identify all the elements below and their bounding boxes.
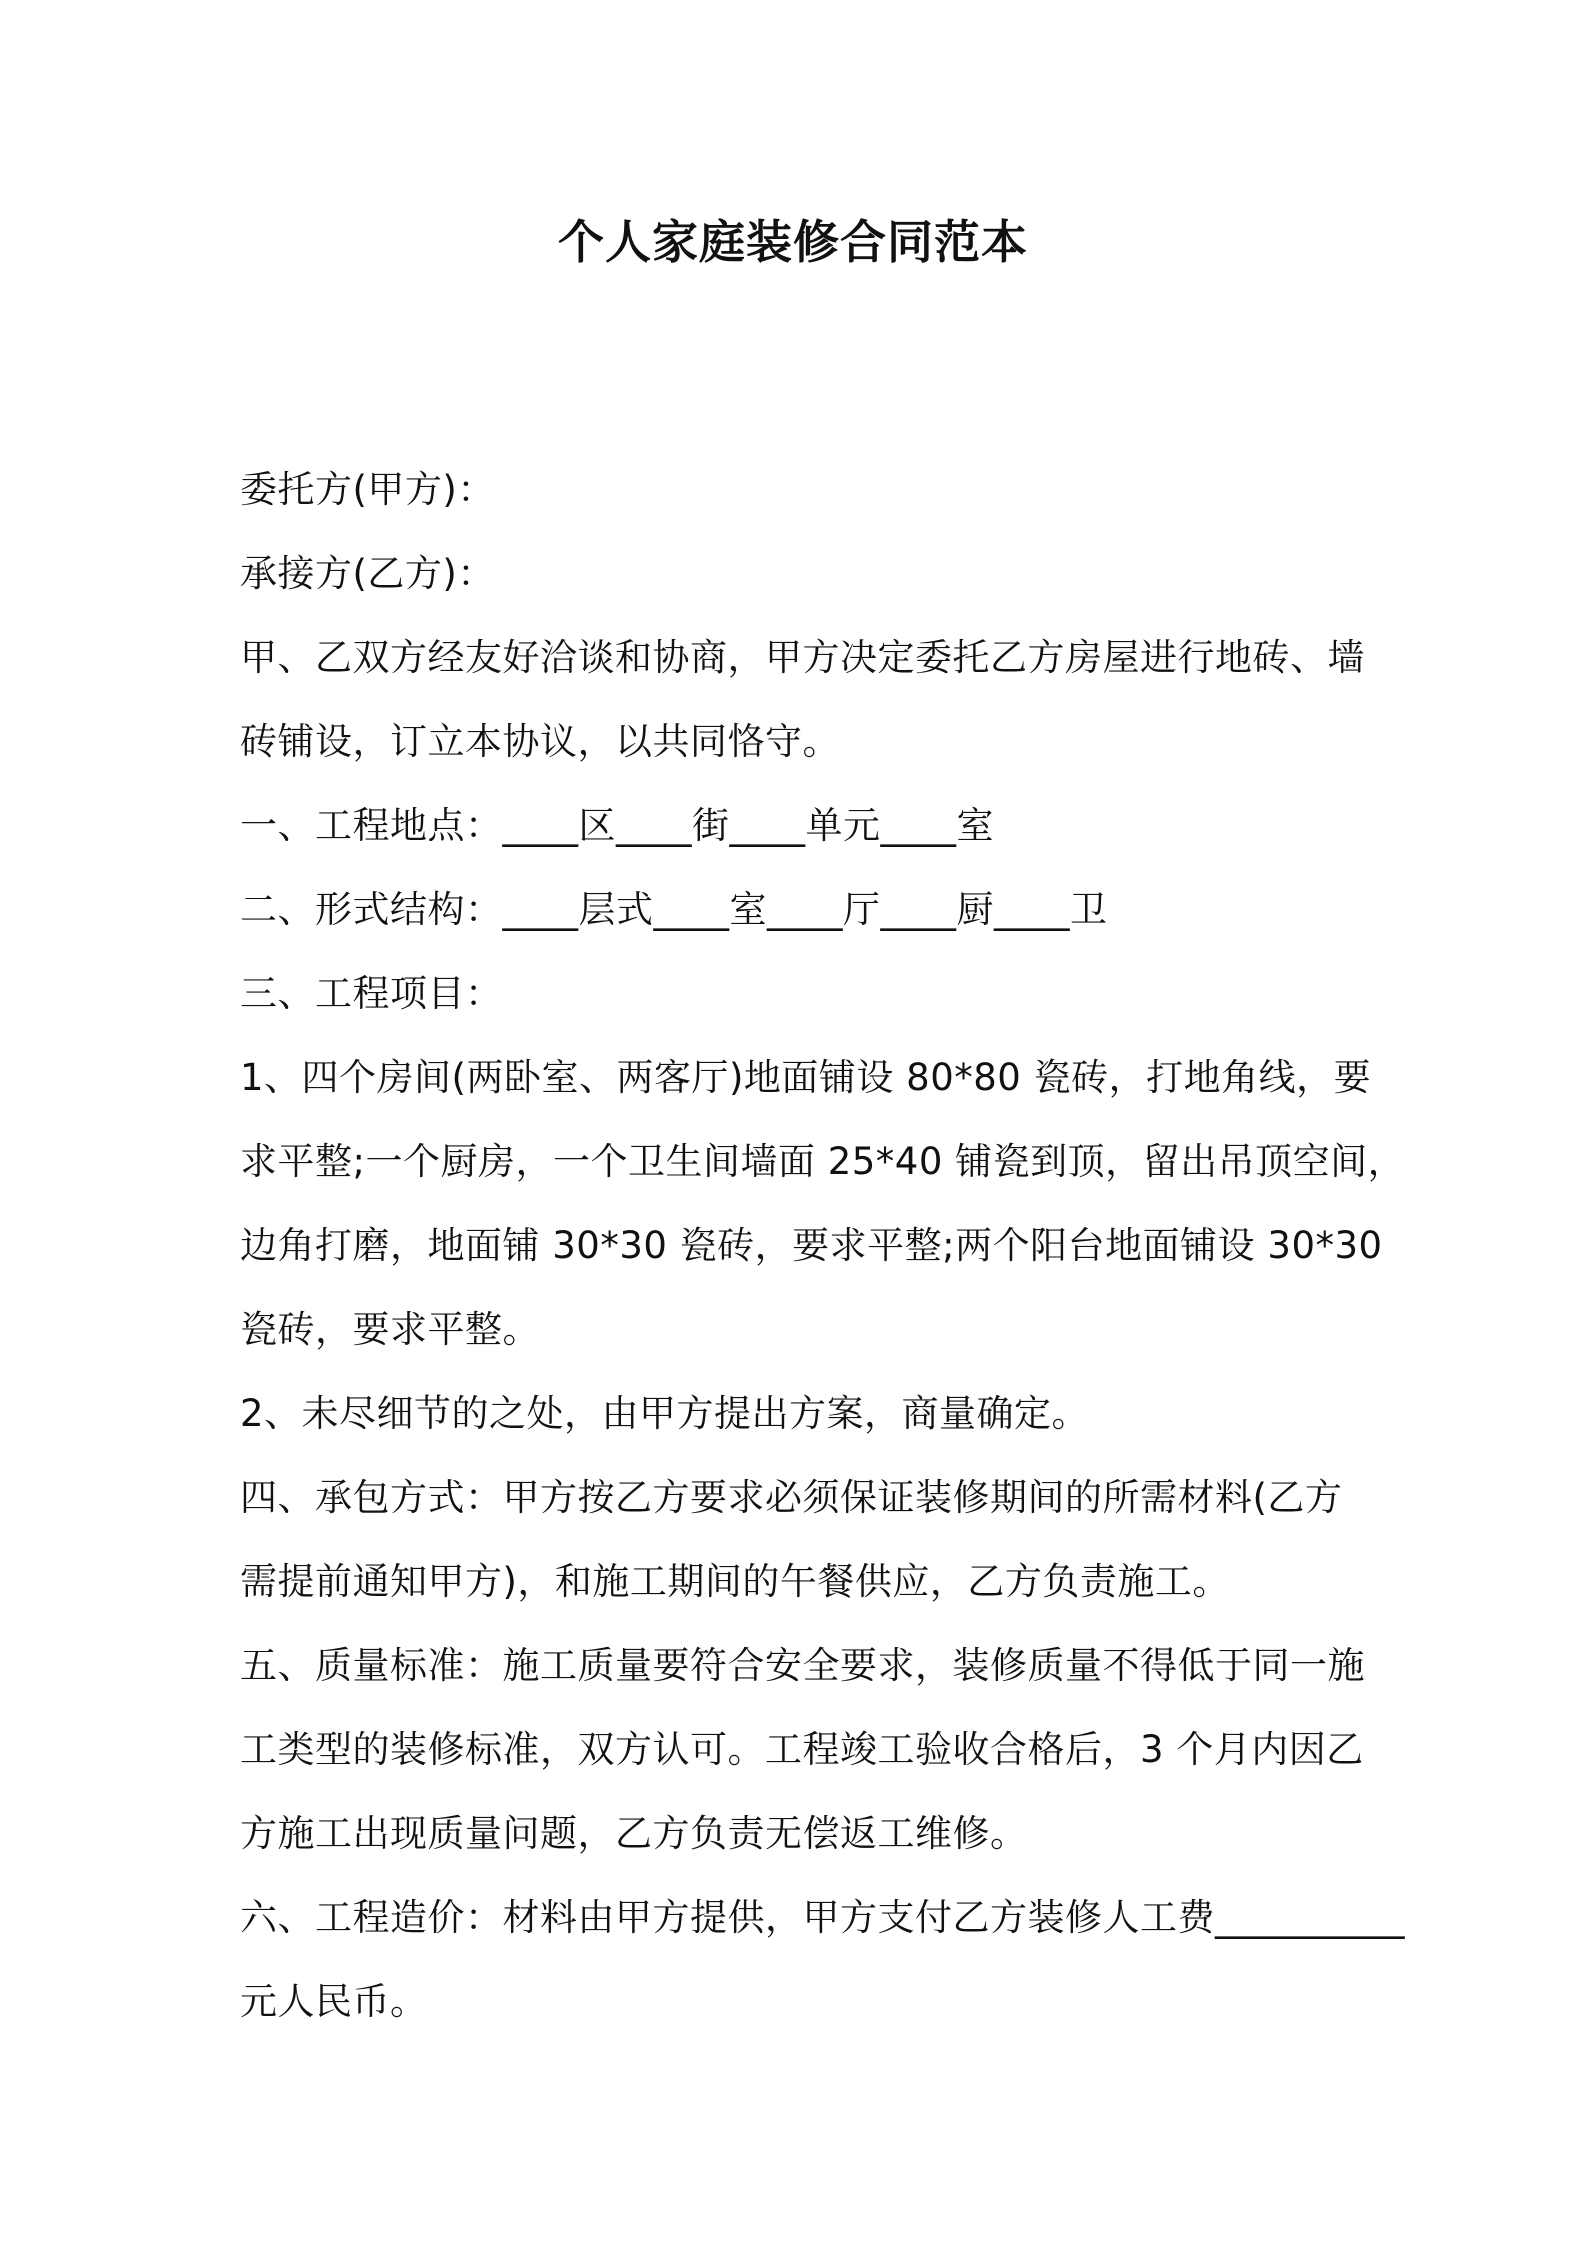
clause-line: 瓷砖，要求平整。 <box>240 1308 540 1351</box>
clause-line: 边角打磨，地面铺 30*30 瓷砖，要求平整;两个阳台地面铺设 30*30 <box>240 1224 1383 1267</box>
clause-line: 求平整;一个厨房，一个卫生间墙面 25*40 铺瓷到顶，留出吊顶空间， <box>240 1140 1406 1183</box>
document-title: 个人家庭装修合同范本 <box>558 215 1028 269</box>
clause-line: 六、工程造价：材料由甲方提供，甲方支付乙方装修人工费__________ <box>240 1896 1405 1939</box>
clause-line: 甲、乙双方经友好洽谈和协商，甲方决定委托乙方房屋进行地砖、墙 <box>240 636 1365 679</box>
clause-line: 方施工出现质量问题，乙方负责无偿返工维修。 <box>240 1812 1028 1855</box>
clause-line: 四、承包方式：甲方按乙方要求必须保证装修期间的所需材料(乙方 <box>240 1476 1343 1519</box>
clause-line: 二、形式结构：____层式____室____厅____厨____卫 <box>240 888 1108 931</box>
clause-line: 2、未尽细节的之处，由甲方提出方案，商量确定。 <box>240 1392 1090 1435</box>
document-body <box>240 448 1406 2044</box>
clause-line: 一、工程地点：____区____街____单元____室 <box>240 804 994 847</box>
clause-line: 需提前通知甲方)，和施工期间的午餐供应，乙方负责施工。 <box>240 1560 1230 1603</box>
clause-line: 委托方(甲方)： <box>240 468 495 511</box>
clause-line: 三、工程项目： <box>240 972 503 1015</box>
clause-line: 砖铺设，订立本协议，以共同恪守。 <box>240 720 840 763</box>
clause-line: 元人民币。 <box>240 1980 428 2023</box>
clause-line: 1、四个房间(两卧室、两客厅)地面铺设 80*80 瓷砖，打地角线，要 <box>240 1056 1372 1099</box>
clause-line: 工类型的装修标准，双方认可。工程竣工验收合格后，3 个月内因乙 <box>240 1728 1364 1771</box>
clause-line: 五、质量标准：施工质量要符合安全要求，装修质量不得低于同一施 <box>240 1644 1365 1687</box>
clause-line: 承接方(乙方)： <box>240 552 495 595</box>
